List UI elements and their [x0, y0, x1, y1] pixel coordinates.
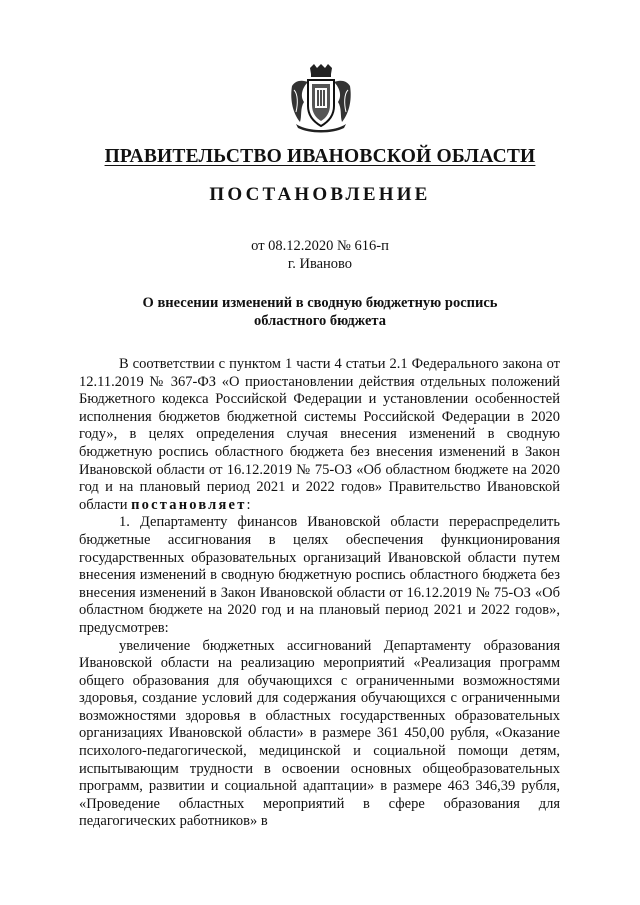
organization-name: ПРАВИТЕЛЬСТВО ИВАНОВСКОЙ ОБЛАСТИ	[104, 146, 536, 167]
paragraph-increase: увеличение бюджетных ассигнований Департаменту образования Ивановской области на реализацию мероприятий «Реализация программ общего образования для обучающихся с ограниченными возможностями здоровья, создание условий для содержания обучающихся с ограниченными возможностями здоровья в областных государственных образовательных организациях Ивановской области» в размере 361 450,00 рубля, «Оказание психолого-педагогической, медицинской и социальной помощи детям, испытывающим трудности в освоении основных общеобразовательных программ, развитии и социальной адаптации» в размере 463 346,39 рубля, «Проведение областных мероприятий в сфере образования для педагогических работников» в	[79, 637, 560, 830]
document-type: ПОСТАНОВЛЕНИЕ	[209, 184, 431, 205]
document-body	[79, 356, 560, 831]
paragraph-preamble	[79, 356, 560, 514]
paragraph-item-1: 1. Департаменту финансов Ивановской области перераспределить бюджетные ассигнования в целях обеспечения функционирования государственных образовательных организаций Ивановской области путем внесения изменений в сводную бюджетную роспись областного бюджета без внесения изменений в Закон Ивановской области от 16.12.2019 № 75-ОЗ «Об областном бюджете на 2020 год и на плановый период 2021 и 2022 годов», предусмотрев:	[79, 514, 560, 636]
date-number: от 08.12.2020 № 616-п	[251, 238, 389, 254]
preamble-end: :	[246, 496, 251, 513]
preamble-text: В соответствии с пунктом 1 части 4 статьи 2.1 Федерального закона от 12.11.2019 № 367-ФЗ «О приостановлении действия отдельных положений Бюджетного кодекса Российской Федерации и установлении особенностей исполнения бюджетов бюджетной системы Российской Федерации в 2020 году», в целях определения случая внесения изменений в сводную бюджетную роспись областного бюджета без внесения изменений в Закон Ивановской области от 16.12.2019 № 75-ОЗ «Об областном бюджете на 2020 год и на плановый период 2021 и 2022 годов» Правительство Ивановской области	[79, 356, 560, 513]
title-line-2: областного бюджета	[254, 313, 386, 329]
city: г. Иваново	[287, 256, 353, 272]
document-title	[0, 294, 640, 330]
title-line-1: О внесении изменений в сводную бюджетную роспись	[142, 295, 498, 311]
coat-of-arms-icon	[288, 64, 354, 134]
resolves-keyword: постановляет	[131, 496, 247, 513]
